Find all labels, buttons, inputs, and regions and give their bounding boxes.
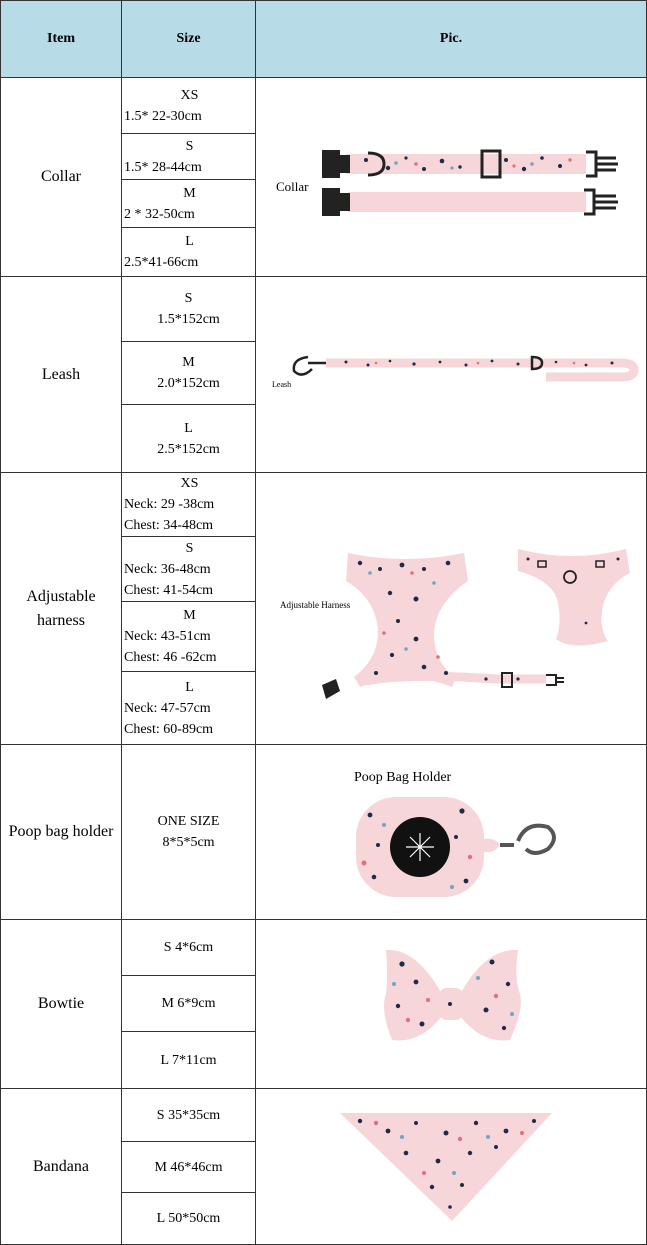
size-cell [121, 1141, 256, 1193]
size-label: L [185, 234, 194, 249]
size-value: M 6*9cm [161, 996, 216, 1011]
bowtie-left-wing [384, 950, 442, 1041]
item-harness [0, 472, 122, 745]
item-poop-bag-holder [0, 744, 122, 920]
bandana-fabric [340, 1113, 552, 1221]
bandana-image [256, 1089, 646, 1244]
size-label: S [185, 138, 194, 154]
size-neck: Neck: 36-48cm [124, 561, 211, 577]
buckle-male-icon [584, 190, 618, 214]
item-bandana-text: Bandana [33, 1157, 89, 1175]
collar-strap-plain [348, 192, 586, 212]
header-item-text: Item [47, 31, 75, 46]
size-label: M [183, 185, 196, 201]
size-label: XS [180, 476, 199, 491]
size-cell [121, 276, 256, 342]
pic-bowtie [255, 919, 647, 1089]
size-chest: Chest: 34-48cm [124, 518, 214, 533]
size-cell [121, 601, 256, 672]
size-cell [121, 341, 256, 405]
header-size-text: Size [176, 31, 201, 46]
item-leash-text: Leash [41, 365, 81, 383]
harness-body [346, 553, 468, 687]
harness-small-body [518, 549, 630, 646]
buckle-male-icon [586, 152, 618, 176]
carabiner-icon [500, 826, 554, 853]
size-value: M 46*46cm [154, 1159, 223, 1175]
size-cell [121, 1031, 256, 1089]
size-value: L 50*50cm [156, 1211, 221, 1226]
item-bowtie [0, 919, 122, 1089]
buckle-male-icon [546, 675, 564, 685]
size-value: 8*5*5cm [162, 835, 215, 850]
size-label: ONE SIZE [157, 814, 220, 829]
pic-collar [255, 77, 647, 277]
leash-image [256, 277, 646, 472]
header-pic-text: Pic. [439, 31, 463, 46]
pic-bandana [255, 1088, 647, 1245]
size-neck: Neck: 47-57cm [124, 700, 211, 716]
size-label: S [185, 540, 194, 556]
item-leash [0, 276, 122, 473]
size-cell [121, 404, 256, 473]
harness-image [256, 473, 646, 744]
buckle-icon [322, 679, 340, 699]
size-label: XS [180, 87, 199, 103]
header-pic [255, 0, 647, 78]
size-cell [121, 227, 256, 277]
item-collar-text: Collar [41, 168, 81, 185]
size-value: 1.5* 28-44cm [124, 159, 202, 175]
pic-leash [255, 276, 647, 473]
size-value: L 7*11cm [160, 1052, 217, 1068]
size-value: 2 * 32-50cm [124, 206, 195, 222]
size-chest: Chest: 46 -62cm [124, 650, 217, 665]
leash-strap [326, 363, 634, 377]
size-value: 1.5* 22-30cm [124, 108, 202, 124]
size-value: 2.5*152cm [157, 441, 220, 457]
item-bandana [0, 1088, 122, 1245]
buckle-icon [322, 150, 350, 178]
size-cell [121, 671, 256, 745]
header-item [0, 0, 122, 78]
size-neck: Neck: 29 -38cm [124, 497, 215, 512]
bowtie-image [256, 920, 646, 1088]
clasp-icon [294, 357, 326, 375]
size-cell [121, 179, 256, 228]
buckle-icon [322, 188, 350, 216]
size-label: M [183, 608, 196, 623]
star-slit-icon [406, 833, 434, 861]
harness-label: Adjustable Harness [280, 600, 351, 610]
size-label: L [184, 420, 193, 436]
poop-bag-holder-image [256, 745, 646, 919]
size-cell [121, 975, 256, 1032]
item-bowtie-text: Bowtie [37, 995, 85, 1012]
size-value: S 4*6cm [163, 940, 214, 955]
collar-label: Collar [276, 179, 309, 194]
size-label: S [184, 291, 193, 306]
pic-poop-bag-holder [255, 744, 647, 920]
header-size [121, 0, 256, 78]
size-neck: Neck: 43-51cm [124, 629, 211, 644]
item-poop-bag-holder-text: Poop bag holder [8, 823, 114, 840]
size-cell [121, 77, 256, 134]
size-value: S 35*35cm [156, 1107, 221, 1123]
size-cell [121, 1088, 256, 1142]
size-cell [121, 536, 256, 602]
pic-harness [255, 472, 647, 745]
leash-label: Leash [272, 380, 292, 389]
collar-image [256, 78, 646, 276]
size-chest: Chest: 41-54cm [124, 582, 214, 598]
size-cell [121, 1192, 256, 1245]
size-chest: Chest: 60-89cm [124, 721, 214, 737]
item-harness-text: Adjustable harness [26, 587, 96, 629]
size-cell [121, 133, 256, 180]
size-label: L [185, 679, 194, 695]
size-cell [121, 744, 256, 920]
size-label: M [182, 355, 195, 370]
holder-tab [476, 839, 500, 852]
size-cell [121, 919, 256, 976]
size-value: 2.0*152cm [157, 376, 220, 391]
size-value: 1.5*152cm [157, 312, 220, 327]
item-collar [0, 77, 122, 277]
size-cell [121, 472, 256, 537]
size-value: 2.5*41-66cm [124, 255, 199, 270]
poop-bag-holder-label: Poop Bag Holder [354, 770, 452, 785]
